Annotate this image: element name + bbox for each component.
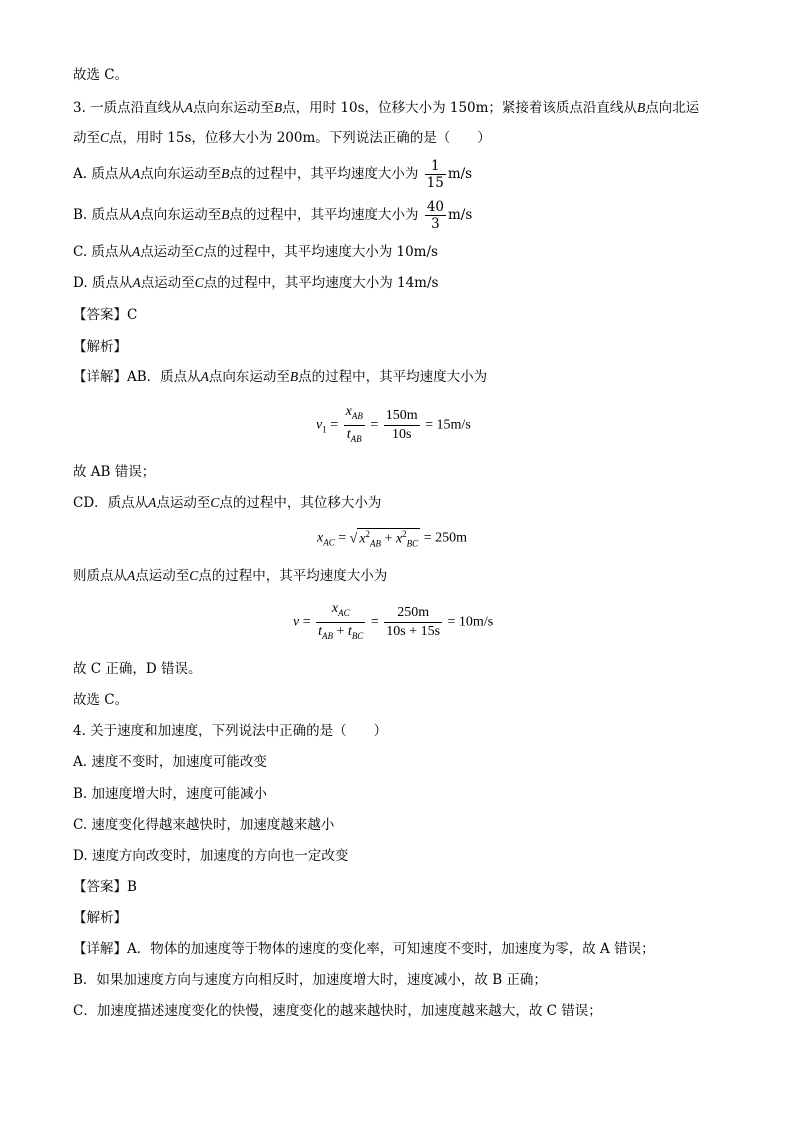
- equation-xac: $x_{AC}$ = √ $x^2_{AB} + x^2_{BC} = 250m$: [317, 529, 467, 549]
- question-3: 3. 一质点沿直线从A点向东运动至B点，用时 10s，位移大小为 150m；紧接着该质点沿直线从B点向北运: [73, 100, 700, 116]
- q4-option-d: D. 速度方向改变时，加速度的方向也一定改变: [73, 848, 349, 864]
- detail-cd: CD．质点从A点运动至C点的过程中，其位移大小为: [73, 495, 382, 511]
- fraction-1-15: $\frac{1}{15}$: [426, 158, 444, 191]
- detail-v-ac: 则质点从A点运动至C点的过程中，其平均速度大小为: [73, 568, 388, 584]
- detail-4b: B．如果加速度方向与速度方向相反时，加速度增大时，速度减小，故 B 正确；: [73, 972, 547, 988]
- answer-4: 【答案】B: [73, 879, 137, 895]
- detail-4a: 【详解】A．物体的加速度等于物体的速度的变化率，可知速度不变时，加速度为零，故 A 错误；: [73, 941, 655, 957]
- option-c: C. 质点从A点运动至C点的过程中，其平均速度大小为 10m/s: [73, 244, 438, 260]
- q4-option-b: B. 加速度增大时，速度可能减小: [73, 786, 268, 802]
- line-guxuan-2: 故选 C。: [73, 692, 129, 708]
- question-3-cont: 动至C点，用时 15s，位移大小为 200m。下列说法正确的是（ ）: [73, 130, 491, 146]
- analysis-label-3: 【解析】: [73, 339, 127, 355]
- option-d: D. 质点从A点运动至C点的过程中，其平均速度大小为 14m/s: [73, 275, 439, 291]
- line-guxuan-1: 故选 C。: [73, 67, 129, 83]
- answer-3: 【答案】C: [73, 307, 138, 323]
- option-a: A. 质点从A点向东运动至B点的过程中，其平均速度大小为 $\frac{1}{15}$ m/s: [73, 158, 473, 191]
- equation-v: v = $\frac{x_{AC}}{t_{AB} + t_{BC}}$ = $\frac{250m}{10s + 15s}$ = 10m/s: [293, 601, 494, 641]
- analysis-label-4: 【解析】: [73, 910, 127, 926]
- q4-option-c: C. 速度变化得越来越快时，加速度越来越小: [73, 817, 335, 833]
- question-4: 4. 关于速度和加速度，下列说法中正确的是（ ）: [73, 723, 388, 739]
- detail-4c: C．加速度描述速度变化的快慢，速度变化的越来越快时，加速度越来越大，故 C 错误；: [73, 1003, 602, 1019]
- detail-3: 【详解】AB．质点从A点向东运动至B点的过程中，其平均速度大小为: [73, 369, 488, 385]
- fraction-40-3: $\frac{40}{3}$: [426, 199, 444, 232]
- q4-option-a: A. 速度不变时，加速度可能改变: [73, 754, 267, 770]
- conclusion-cd: 故 C 正确，D 错误。: [73, 661, 202, 677]
- conclusion-ab: 故 AB 错误；: [73, 464, 156, 480]
- option-b: B. 质点从A点向东运动至B点的过程中，其平均速度大小为 $\frac{40}{3}$ m/s: [73, 199, 473, 232]
- equation-v1: $v_1$ = $\frac{x_{AB}}{t_{AB}}$ = $\frac{150m}{10s}$ = 15m/s: [316, 404, 471, 444]
